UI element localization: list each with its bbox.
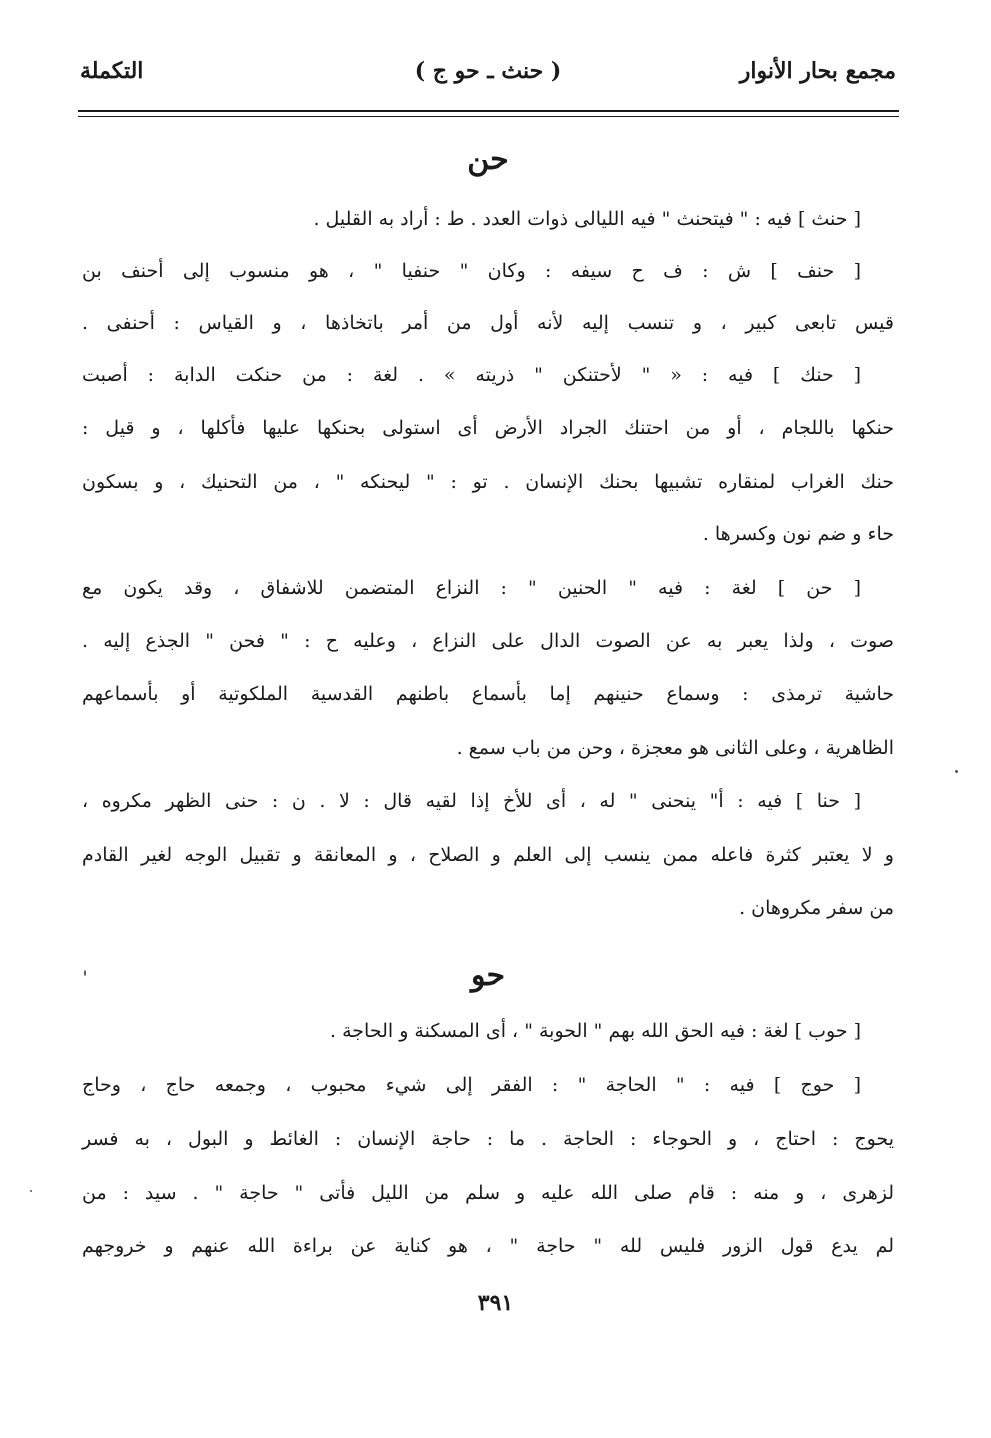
text-line: لم يدع قول الزور فليس لله " حاجة " ، هو كناية عن براءة الله عنهم و خروجهم	[82, 1235, 894, 1257]
text-line: حنك الغراب لمنقاره تشبيها بحنك الإنسان . تو : " ليحنكه " ، من التحنيك ، و بسكون	[82, 471, 894, 493]
text-line: من سفر مكروهان .	[739, 897, 894, 919]
text-line: [ حوب ] لغة : فيه الحق الله بهم " الحوبة " ، أى المسكنة و الحاجة .	[330, 1020, 861, 1042]
header-volume-label: التكملة	[80, 58, 144, 84]
text-line: يحوج : احتاج ، و الحوجاء : الحاجة . ما : حاجة الإنسان : الغائط و البول ، به فسر	[82, 1128, 894, 1150]
running-header	[80, 52, 896, 96]
text-line: قيس تابعى كبير ، و تنسب إليه لأنه أول من أمر باتخاذها ، و القياس : أحنفى .	[82, 312, 894, 334]
text-line: الظاهرية ، وعلى الثانى هو معجزة ، وحن من باب سمع .	[456, 737, 894, 759]
text-line: [ حنك ] فيه : « " لأحتنكن " ذريته » . لغة : من حنكت الدابة : أصبت	[82, 364, 861, 386]
header-rule-thin	[78, 116, 899, 117]
page-number: ٣٩١	[477, 1290, 514, 1316]
section-title-hn: حن	[467, 142, 509, 177]
text-line: [ حنث ] فيه : " فيتحنث " فيه الليالى ذوات العدد . ط : أراد به القليل .	[313, 208, 861, 230]
text-line: حنكها باللجام ، أو من احتنك الجراد الأرض أى استولى بحنكها عليها فأكلها ، و قيل :	[82, 417, 894, 439]
text-line: صوت ، ولذا يعبر به عن الصوت الدال على النزاع ، وعليه ح : " فحن " الجذع إليه .	[82, 630, 894, 652]
header-rule-thick	[78, 110, 899, 112]
header-book-title: مجمع بحار الأنوار	[739, 58, 896, 84]
scan-speck	[955, 770, 958, 773]
scan-speck	[30, 1190, 32, 1192]
text-line: لزهرى ، و منه : قام صلى الله عليه و سلم من الليل فأتى " حاجة " . سيد : من	[82, 1182, 894, 1204]
text-line: [ حن ] لغة : فيه " الحنين " : النزاع المتضمن للاشفاق ، وقد يكون مع	[82, 577, 861, 599]
text-line: [ حنا ] فيه : أ" ينحنى " له ، أى للأخ إذا لقيه قال : لا . ن : حنى الظهر مكروه ،	[82, 790, 861, 812]
text-line: [ حنف ] ش : ف ح سيفه : وكان " حنفيا " ، هو منسوب إلى أحنف بن	[82, 260, 861, 282]
text-line: حاء و ضم نون وكسرها .	[702, 523, 894, 545]
text-line: حاشية ترمذى : وسماع حنينهم إما بأسماع باطنهم القدسية الملكوتية أو بأسماعهم	[82, 683, 894, 705]
text-line: و لا يعتبر كثرة فاعله ممن ينسب إلى العلم و الصلاح ، و المعانقة و تقبيل الوجه لغير القادم	[82, 844, 894, 866]
scan-speck	[84, 970, 86, 976]
header-entry-range: ( حنث ـ حو ج )	[414, 58, 562, 84]
text-line: [ حوج ] فيه : " الحاجة " : الفقر إلى شيء محبوب ، وجمعه حاج ، وحاج	[82, 1074, 861, 1096]
section-title-hw: حو	[470, 958, 506, 993]
